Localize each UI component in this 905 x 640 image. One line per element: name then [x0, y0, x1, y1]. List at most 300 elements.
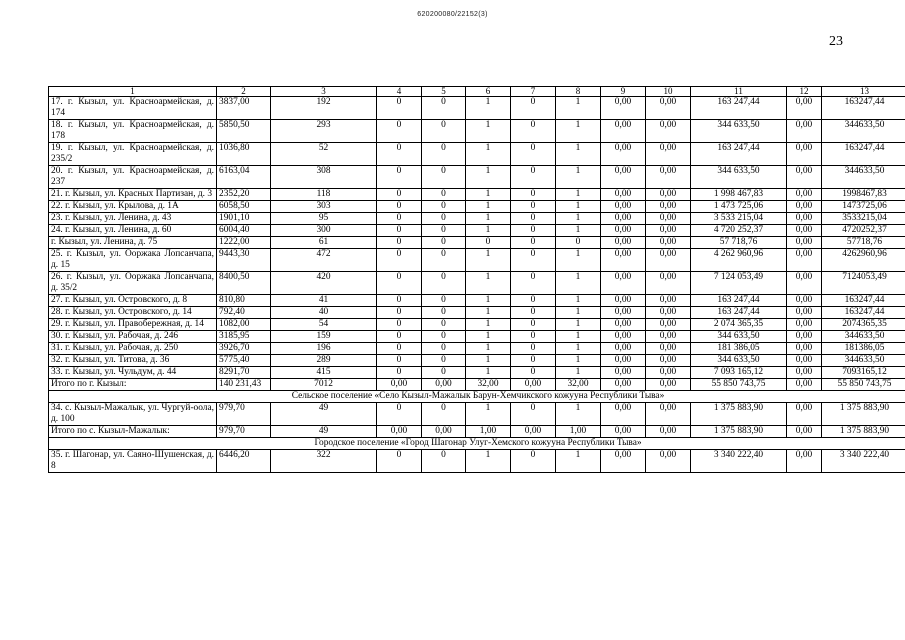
- table-cell: 0,00: [601, 237, 646, 249]
- table-cell: 0: [511, 319, 556, 331]
- table-cell: 0: [377, 166, 422, 189]
- table-cell: 0: [422, 403, 466, 426]
- table-cell: 7124053,49: [822, 272, 905, 295]
- table-cell: 3 340 222,40: [691, 450, 787, 473]
- table-cell: 4 720 252,37: [691, 225, 787, 237]
- table-cell: 1: [466, 403, 511, 426]
- table-cell: 0: [422, 367, 466, 379]
- table-cell: 0: [511, 143, 556, 166]
- section-title: Городское поселение «Город Шагонар Улуг-Хемского кожууна Республики Тыва»: [49, 438, 905, 450]
- table-cell: 0: [511, 343, 556, 355]
- table-cell: 1: [556, 272, 601, 295]
- address-cell: Итого по г. Кызыл:: [49, 379, 217, 391]
- table-cell: 0,00: [601, 97, 646, 120]
- table-cell: 1: [556, 343, 601, 355]
- address-cell: 35. г. Шагонар, ул. Саяно-Шушенская, д. 8: [49, 450, 217, 473]
- table-cell: 0,00: [787, 367, 822, 379]
- table-cell: 0: [422, 237, 466, 249]
- column-header: 12: [787, 87, 822, 97]
- table-cell: 0: [422, 249, 466, 272]
- table-row: [49, 189, 905, 201]
- table-cell: 0: [422, 450, 466, 473]
- section-title: Сельское поселение «Село Кызыл-Мажалык Барун-Хемчикского кожууна Республики Тыва»: [49, 391, 905, 403]
- table-cell: 1222,00: [217, 237, 271, 249]
- address-cell: 24. г. Кызыл, ул. Ленина, д. 60: [49, 225, 217, 237]
- table-cell: 0,00: [646, 213, 691, 225]
- table-cell: 0: [377, 307, 422, 319]
- table-cell: 0,00: [646, 143, 691, 166]
- table-cell: 420: [271, 272, 377, 295]
- address-cell: 34. с. Кызыл-Мажалык, ул. Чургуй-оола, д. 100: [49, 403, 217, 426]
- table-cell: 0,00: [646, 237, 691, 249]
- table-cell: 55 850 743,75: [822, 379, 905, 391]
- table-row: [49, 379, 905, 391]
- table-cell: 0,00: [601, 450, 646, 473]
- table-cell: 0,00: [787, 295, 822, 307]
- table-cell: 0,00: [787, 189, 822, 201]
- table-cell: 49: [271, 426, 377, 438]
- table-cell: 8400,50: [217, 272, 271, 295]
- table-cell: 1: [466, 143, 511, 166]
- table-cell: 792,40: [217, 307, 271, 319]
- table-cell: 181386,05: [822, 343, 905, 355]
- table-cell: 0,00: [787, 307, 822, 319]
- table-cell: 0: [511, 97, 556, 120]
- table-cell: 163 247,44: [691, 97, 787, 120]
- table-cell: 0: [511, 166, 556, 189]
- table-cell: 0,00: [377, 426, 422, 438]
- table-cell: 181 386,05: [691, 343, 787, 355]
- table-cell: 0,00: [787, 97, 822, 120]
- table-row: [49, 120, 905, 143]
- table-cell: 0,00: [646, 355, 691, 367]
- table-row: [49, 403, 905, 426]
- table-cell: 1,00: [556, 426, 601, 438]
- table-cell: 2 074 365,35: [691, 319, 787, 331]
- table-cell: 0: [511, 120, 556, 143]
- table-cell: 344633,50: [822, 331, 905, 343]
- table-cell: 3926,70: [217, 343, 271, 355]
- table-cell: 0,00: [422, 379, 466, 391]
- table-cell: 3185,95: [217, 331, 271, 343]
- table-cell: 3533215,04: [822, 213, 905, 225]
- table-cell: 1,00: [466, 426, 511, 438]
- table-cell: 5775,40: [217, 355, 271, 367]
- table-cell: 196: [271, 343, 377, 355]
- address-cell: г. Кызыл, ул. Ленина, д. 75: [49, 237, 217, 249]
- table-cell: 0,00: [601, 143, 646, 166]
- table-cell: 0,00: [511, 426, 556, 438]
- table-cell: 1 473 725,06: [691, 201, 787, 213]
- table-cell: 0,00: [646, 272, 691, 295]
- table-cell: 61: [271, 237, 377, 249]
- table-cell: 163247,44: [822, 307, 905, 319]
- table-cell: 1: [556, 403, 601, 426]
- table-cell: 0: [422, 225, 466, 237]
- table-cell: 1 375 883,90: [822, 426, 905, 438]
- table-cell: 57 718,76: [691, 237, 787, 249]
- table-cell: 1: [466, 97, 511, 120]
- table-cell: 0,00: [646, 403, 691, 426]
- table-cell: 344633,50: [822, 355, 905, 367]
- table-cell: 1: [466, 367, 511, 379]
- table-cell: 0,00: [601, 379, 646, 391]
- table-cell: 0: [511, 249, 556, 272]
- table-cell: 322: [271, 450, 377, 473]
- table-cell: 0: [422, 143, 466, 166]
- table-cell: 0,00: [646, 249, 691, 272]
- table-row: [49, 319, 905, 331]
- table-cell: 163247,44: [822, 295, 905, 307]
- document-id: 620200080/22152(3): [417, 11, 488, 18]
- table-cell: 1: [556, 295, 601, 307]
- data-table: [48, 86, 905, 473]
- column-header: 11: [691, 87, 787, 97]
- table-cell: 0,00: [601, 272, 646, 295]
- table-cell: 1: [466, 343, 511, 355]
- table-cell: 0,00: [787, 143, 822, 166]
- table-cell: 0,00: [601, 166, 646, 189]
- table-cell: 0: [422, 213, 466, 225]
- table-cell: 118: [271, 189, 377, 201]
- table-cell: 415: [271, 367, 377, 379]
- table-cell: 0: [511, 201, 556, 213]
- table-cell: 0: [422, 201, 466, 213]
- table-cell: 0,00: [646, 225, 691, 237]
- address-cell: Итого по с. Кызыл-Мажалык:: [49, 426, 217, 438]
- table-cell: 163 247,44: [691, 307, 787, 319]
- column-header: 3: [271, 87, 377, 97]
- table-cell: 0: [511, 331, 556, 343]
- table-cell: 95: [271, 213, 377, 225]
- table-cell: 1: [556, 166, 601, 189]
- column-header: 6: [466, 87, 511, 97]
- section-row: [49, 391, 905, 403]
- table-cell: 1: [466, 295, 511, 307]
- table-cell: 0,00: [787, 201, 822, 213]
- table-cell: 0,00: [787, 355, 822, 367]
- table-cell: 1: [556, 201, 601, 213]
- table-row: [49, 343, 905, 355]
- table-cell: 1901,10: [217, 213, 271, 225]
- address-cell: 31. г. Кызыл, ул. Рабочая, д. 250: [49, 343, 217, 355]
- table-cell: 0,00: [646, 189, 691, 201]
- table-cell: 1: [466, 355, 511, 367]
- column-header: 10: [646, 87, 691, 97]
- table-cell: 0,00: [601, 403, 646, 426]
- table-cell: 344 633,50: [691, 166, 787, 189]
- table-cell: 7 124 053,49: [691, 272, 787, 295]
- table-cell: 1473725,06: [822, 201, 905, 213]
- table-cell: 0: [422, 331, 466, 343]
- table-cell: 0: [422, 295, 466, 307]
- table-cell: 0,00: [787, 343, 822, 355]
- page-number: 23: [829, 34, 843, 49]
- table-cell: 0: [377, 189, 422, 201]
- table-row: [49, 237, 905, 249]
- table-cell: 41: [271, 295, 377, 307]
- table-cell: 0: [511, 213, 556, 225]
- table-cell: 0: [377, 272, 422, 295]
- table-row: [49, 307, 905, 319]
- address-cell: 33. г. Кызыл, ул. Чульдум, д. 44: [49, 367, 217, 379]
- table-cell: 1: [556, 189, 601, 201]
- address-cell: 18. г. Кызыл, ул. Красноармейская, д. 178: [49, 120, 217, 143]
- table-cell: 0: [511, 225, 556, 237]
- table-cell: 0: [511, 307, 556, 319]
- table-cell: 0,00: [646, 426, 691, 438]
- address-cell: 32. г. Кызыл, ул. Титова, д. 36: [49, 355, 217, 367]
- table-cell: 2074365,35: [822, 319, 905, 331]
- table-cell: 40: [271, 307, 377, 319]
- address-cell: 28. г. Кызыл, ул. Островского, д. 14: [49, 307, 217, 319]
- table-cell: 0: [556, 237, 601, 249]
- column-header: 1: [49, 87, 217, 97]
- table-cell: 1036,80: [217, 143, 271, 166]
- table-cell: 0: [422, 319, 466, 331]
- table-cell: 0: [511, 450, 556, 473]
- table-cell: 0,00: [787, 120, 822, 143]
- table-cell: 2352,20: [217, 189, 271, 201]
- table-cell: 472: [271, 249, 377, 272]
- table-cell: 0: [422, 97, 466, 120]
- table-cell: 0: [377, 450, 422, 473]
- table-cell: 57718,76: [822, 237, 905, 249]
- table-cell: 0,00: [422, 426, 466, 438]
- table-cell: 7093165,12: [822, 367, 905, 379]
- address-cell: 30. г. Кызыл, ул. Рабочая, д. 246: [49, 331, 217, 343]
- table-cell: 163247,44: [822, 97, 905, 120]
- table-cell: 979,70: [217, 403, 271, 426]
- table-cell: 293: [271, 120, 377, 143]
- table-cell: 289: [271, 355, 377, 367]
- table-cell: 0: [422, 343, 466, 355]
- table-cell: 0: [377, 225, 422, 237]
- table-cell: 0: [377, 143, 422, 166]
- table-cell: 32,00: [466, 379, 511, 391]
- table-cell: 0: [511, 295, 556, 307]
- column-header: 5: [422, 87, 466, 97]
- table-cell: 0,00: [787, 237, 822, 249]
- table-cell: 0: [422, 120, 466, 143]
- table-cell: 3 340 222,40: [822, 450, 905, 473]
- table-cell: 0,00: [601, 307, 646, 319]
- table-body: [49, 87, 905, 473]
- table-cell: 1: [466, 331, 511, 343]
- column-header: 13: [822, 87, 905, 97]
- table-cell: 0,00: [601, 120, 646, 143]
- table-cell: 1: [556, 319, 601, 331]
- table-cell: 1: [556, 331, 601, 343]
- table-row: [49, 450, 905, 473]
- table-cell: 6163,04: [217, 166, 271, 189]
- table-cell: 0,00: [787, 319, 822, 331]
- table-cell: 1: [556, 213, 601, 225]
- address-cell: 25. г. Кызыл, ул. Ооржака Лопсанчапа, д. 15: [49, 249, 217, 272]
- table-cell: 6004,40: [217, 225, 271, 237]
- table-cell: 32,00: [556, 379, 601, 391]
- table-cell: 0,00: [601, 249, 646, 272]
- table-cell: 163 247,44: [691, 143, 787, 166]
- table-cell: 1 375 883,90: [691, 426, 787, 438]
- table-cell: 0,00: [511, 379, 556, 391]
- table-cell: 0: [422, 166, 466, 189]
- table-cell: 0,00: [787, 272, 822, 295]
- table-cell: 0,00: [601, 225, 646, 237]
- column-header: 8: [556, 87, 601, 97]
- table-cell: 0,00: [601, 343, 646, 355]
- table-cell: 0: [422, 272, 466, 295]
- table-cell: 1: [466, 213, 511, 225]
- table-cell: 300: [271, 225, 377, 237]
- table-cell: 1: [556, 249, 601, 272]
- table-cell: 0,00: [601, 201, 646, 213]
- table-row: [49, 249, 905, 272]
- table-row: [49, 166, 905, 189]
- table-cell: 0: [377, 367, 422, 379]
- table-cell: 0,00: [601, 213, 646, 225]
- column-header: 2: [217, 87, 271, 97]
- table-cell: 308: [271, 166, 377, 189]
- table-cell: 163 247,44: [691, 295, 787, 307]
- address-cell: 19. г. Кызыл, ул. Красноармейская, д. 235/2: [49, 143, 217, 166]
- address-cell: 22. г. Кызыл, ул. Крылова, д. 1А: [49, 201, 217, 213]
- table-cell: 1: [466, 319, 511, 331]
- table-row: [49, 272, 905, 295]
- table-cell: 0,00: [646, 331, 691, 343]
- table-cell: 7 093 165,12: [691, 367, 787, 379]
- table-cell: 1: [466, 307, 511, 319]
- table-cell: 0,00: [646, 307, 691, 319]
- table-row: [49, 143, 905, 166]
- address-cell: 21. г. Кызыл, ул. Красных Партизан, д. 3: [49, 189, 217, 201]
- table-cell: 0,00: [646, 450, 691, 473]
- table-row: [49, 331, 905, 343]
- table-cell: 1: [556, 367, 601, 379]
- table-cell: 1: [466, 225, 511, 237]
- address-cell: 23. г. Кызыл, ул. Ленина, д. 43: [49, 213, 217, 225]
- table-cell: 1: [466, 201, 511, 213]
- table-cell: 344 633,50: [691, 355, 787, 367]
- table-cell: 0,00: [646, 295, 691, 307]
- table-cell: 159: [271, 331, 377, 343]
- table-cell: 0,00: [646, 97, 691, 120]
- table-cell: 1: [466, 166, 511, 189]
- table-cell: 0: [511, 355, 556, 367]
- table-cell: 0,00: [787, 403, 822, 426]
- table-cell: 0: [511, 189, 556, 201]
- table-cell: 0: [511, 403, 556, 426]
- table-cell: 0,00: [646, 379, 691, 391]
- table-cell: 1: [466, 120, 511, 143]
- table-cell: 3837,00: [217, 97, 271, 120]
- table-cell: 0,00: [787, 249, 822, 272]
- address-cell: 17. г. Кызыл, ул. Красноармейская, д. 174: [49, 97, 217, 120]
- table-cell: 344633,50: [822, 166, 905, 189]
- table-cell: 6058,50: [217, 201, 271, 213]
- table-cell: 4720252,37: [822, 225, 905, 237]
- table-cell: 0: [422, 307, 466, 319]
- table-row: [49, 367, 905, 379]
- table-cell: 4262960,96: [822, 249, 905, 272]
- table-cell: 49: [271, 403, 377, 426]
- table-cell: 1998467,83: [822, 189, 905, 201]
- table-cell: 0,00: [646, 343, 691, 355]
- table-cell: 0,00: [787, 213, 822, 225]
- table-cell: 0,00: [787, 166, 822, 189]
- table-cell: 0: [377, 120, 422, 143]
- table-cell: 979,70: [217, 426, 271, 438]
- table-cell: 1: [556, 143, 601, 166]
- table-cell: 1 375 883,90: [822, 403, 905, 426]
- table-cell: 140 231,43: [217, 379, 271, 391]
- table-cell: 1: [466, 450, 511, 473]
- table-cell: 0,00: [787, 426, 822, 438]
- table-cell: 9443,30: [217, 249, 271, 272]
- table-cell: 5850,50: [217, 120, 271, 143]
- table-cell: 0,00: [601, 426, 646, 438]
- table-cell: 0,00: [601, 319, 646, 331]
- table-row: [49, 295, 905, 307]
- table-cell: 1 998 467,83: [691, 189, 787, 201]
- table-row: [49, 355, 905, 367]
- table-cell: 0: [422, 355, 466, 367]
- table-row: [49, 213, 905, 225]
- table-cell: 0,00: [601, 295, 646, 307]
- section-row: [49, 438, 905, 450]
- address-cell: 20. г. Кызыл, ул. Красноармейская, д. 237: [49, 166, 217, 189]
- table-cell: 0,00: [646, 166, 691, 189]
- table-cell: 1: [556, 120, 601, 143]
- table-cell: 0: [377, 249, 422, 272]
- table-cell: 0: [377, 213, 422, 225]
- table-cell: 0: [377, 331, 422, 343]
- column-header: 9: [601, 87, 646, 97]
- table-cell: 4 262 960,96: [691, 249, 787, 272]
- table-cell: 344 633,50: [691, 120, 787, 143]
- table-cell: 1: [556, 225, 601, 237]
- table-row: [49, 225, 905, 237]
- table-cell: 0,00: [601, 367, 646, 379]
- table-cell: 55 850 743,75: [691, 379, 787, 391]
- table-cell: 344 633,50: [691, 331, 787, 343]
- table-cell: 192: [271, 97, 377, 120]
- table-cell: 1: [556, 307, 601, 319]
- address-cell: 26. г. Кызыл, ул. Ооржака Лопсанчапа, д. 35/2: [49, 272, 217, 295]
- table-cell: 0: [511, 272, 556, 295]
- table-cell: 0,00: [787, 225, 822, 237]
- table-cell: 1: [556, 450, 601, 473]
- table-cell: 1: [466, 249, 511, 272]
- column-header: 7: [511, 87, 556, 97]
- table-cell: 0: [377, 237, 422, 249]
- table-cell: 54: [271, 319, 377, 331]
- table-cell: 0,00: [787, 450, 822, 473]
- table-cell: 0: [377, 97, 422, 120]
- table-row: [49, 426, 905, 438]
- table-cell: 810,80: [217, 295, 271, 307]
- table-cell: 0: [377, 295, 422, 307]
- header-row: [49, 87, 905, 97]
- table-cell: 0: [377, 319, 422, 331]
- table-cell: 0: [377, 343, 422, 355]
- table-cell: 0,00: [601, 331, 646, 343]
- table-cell: 52: [271, 143, 377, 166]
- table-cell: 0,00: [377, 379, 422, 391]
- table-cell: 3 533 215,04: [691, 213, 787, 225]
- table-cell: 1 375 883,90: [691, 403, 787, 426]
- table-cell: 1: [466, 189, 511, 201]
